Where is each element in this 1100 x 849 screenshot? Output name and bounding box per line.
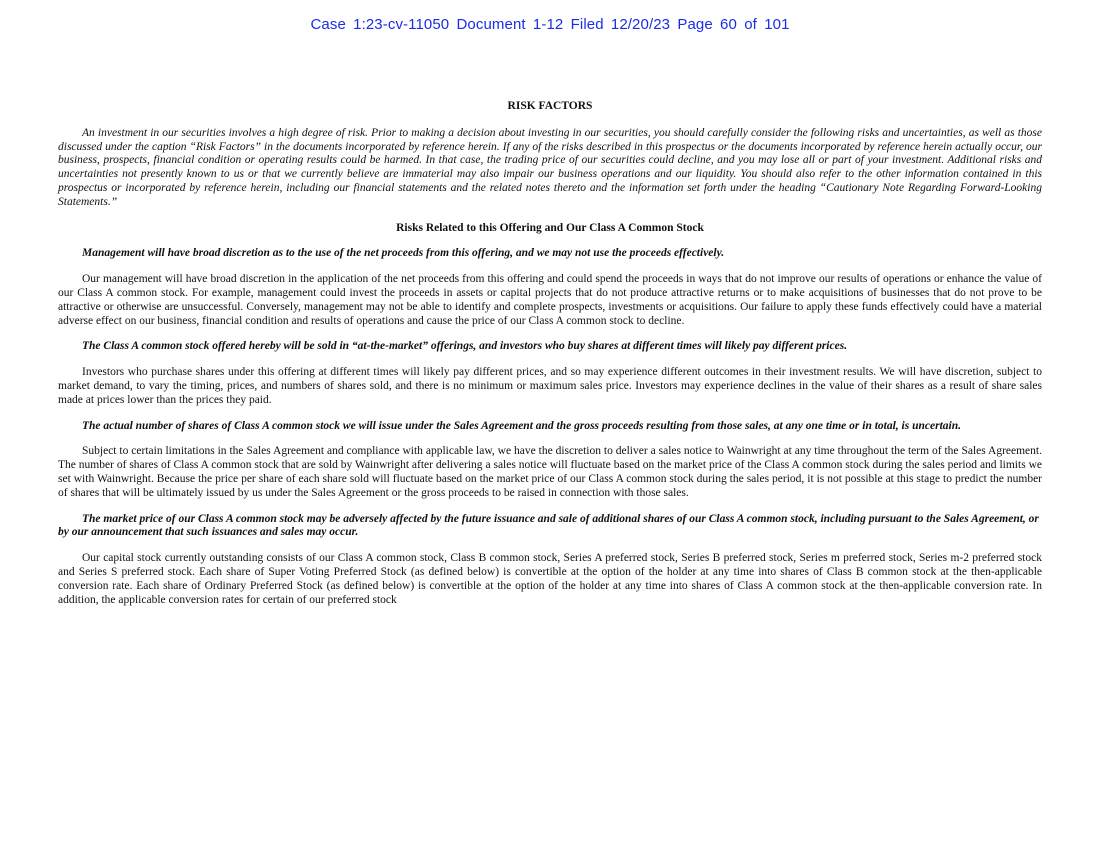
- section-heading: Risks Related to this Offering and Our Class A Common Stock: [396, 221, 704, 234]
- risk-heading: The market price of our Class A common stock may be adversely affected by the future issuance and sale of additional shares of our Class A common stock, including pursuant to the Sales Agreement, or by our announcement that such issuances and sales may occur.: [58, 512, 1039, 539]
- case-header: Case 1:23-cv-11050 Document 1-12 Filed 12/20/23 Page 60 of 101: [310, 16, 790, 33]
- document-body: [58, 100, 1042, 619]
- page-title: RISK FACTORS: [507, 100, 593, 112]
- risk-paragraph: Investors who purchase shares under this offering at different times will likely pay different prices, and so may experience different outcomes in their investment results. We will have discretion, subject to market demand, to vary the timing, prices, and numbers of shares sold, and there is no minimum or maximum sales price. Investors may experience declines in the value of their shares as a result of share sales made at prices lower than the prices they paid.: [58, 366, 1042, 406]
- intro-paragraph: An investment in our securities involves a high degree of risk. Prior to making a decision about investing in our securities, you should carefully consider the following risks and uncertainties, as well as those discussed under the caption “Risk Factors” in the documents incorporated by reference herein. If any of the risks described in this prospectus or the documents incorporated by reference herein actually occur, our business, prospects, financial condition or operating results could be harmed. In that case, the trading price of our securities could decline, and you may lose all or part of your investment. Additional risks and uncertainties not presently known to us or that we currently believe are immaterial may also impair our business operations and our liquidity. You should also refer to the other information contained in this prospectus or incorporated by reference herein, including our financial statements and the related notes thereto and the information set forth under the heading “Cautionary Note Regarding Forward-Looking Statements.”: [58, 126, 1042, 208]
- risk-paragraph: Our management will have broad discretion in the application of the net proceeds from this offering and could spend the proceeds in ways that do not improve our results of operations or enhance the value of our Class A common stock. For example, management could invest the proceeds in assets or capital projects that do not produce attractive returns or to make acquisitions of businesses that do not prove to be attractive or otherwise are unsuccessful. Conversely, management may not be able to identify and complete prospects, investments or acquisitions. Our failure to apply these funds effectively could have a material adverse effect on our business, financial condition and results of operations and cause the price of our Class A common stock to decline.: [58, 273, 1042, 327]
- risk-paragraph: Our capital stock currently outstanding consists of our Class A common stock, Class B common stock, Series A preferred stock, Series B preferred stock, Series m preferred stock, Series m-2 preferred stock and Series S preferred stock. Each share of Super Voting Preferred Stock (as defined below) is convertible at the option of the holder at any time into shares of Class B common stock at the then-applicable conversion rate. Each share of Ordinary Preferred Stock (as defined below) is convertible at the option of the holder at any time into shares of Class A common stock at the then-applicable conversion rate. In addition, the applicable conversion rates for certain of our preferred stock: [58, 552, 1042, 606]
- risk-heading: The actual number of shares of Class A common stock we will issue under the Sales Agreement and the gross proceeds resulting from those sales, at any one time or in total, is uncertain.: [82, 419, 961, 432]
- risk-heading: The Class A common stock offered hereby will be sold in “at-the-market” offerings, and investors who buy shares at different times will likely pay different prices.: [82, 340, 848, 353]
- risk-heading: Management will have broad discretion as to the use of the net proceeds from this offering, and we may not use the proceeds effectively.: [82, 247, 725, 260]
- risk-paragraph: Subject to certain limitations in the Sales Agreement and compliance with applicable law, we have the discretion to deliver a sales notice to Wainwright at any time throughout the term of the Sales Agreement. The number of shares of Class A common stock that are sold by Wainwright after delivering a sales notice will fluctuate based on the market price of the Class A common stock during the sales period and limits we set with Wainwright. Because the price per share of each share sold will fluctuate based on the market price of our Class A common stock during the sales period, it is not possible at this stage to predict the number of shares that will be ultimately issued by us under the Sales Agreement or the gross proceeds to be raised in connection with those sales.: [58, 445, 1042, 499]
